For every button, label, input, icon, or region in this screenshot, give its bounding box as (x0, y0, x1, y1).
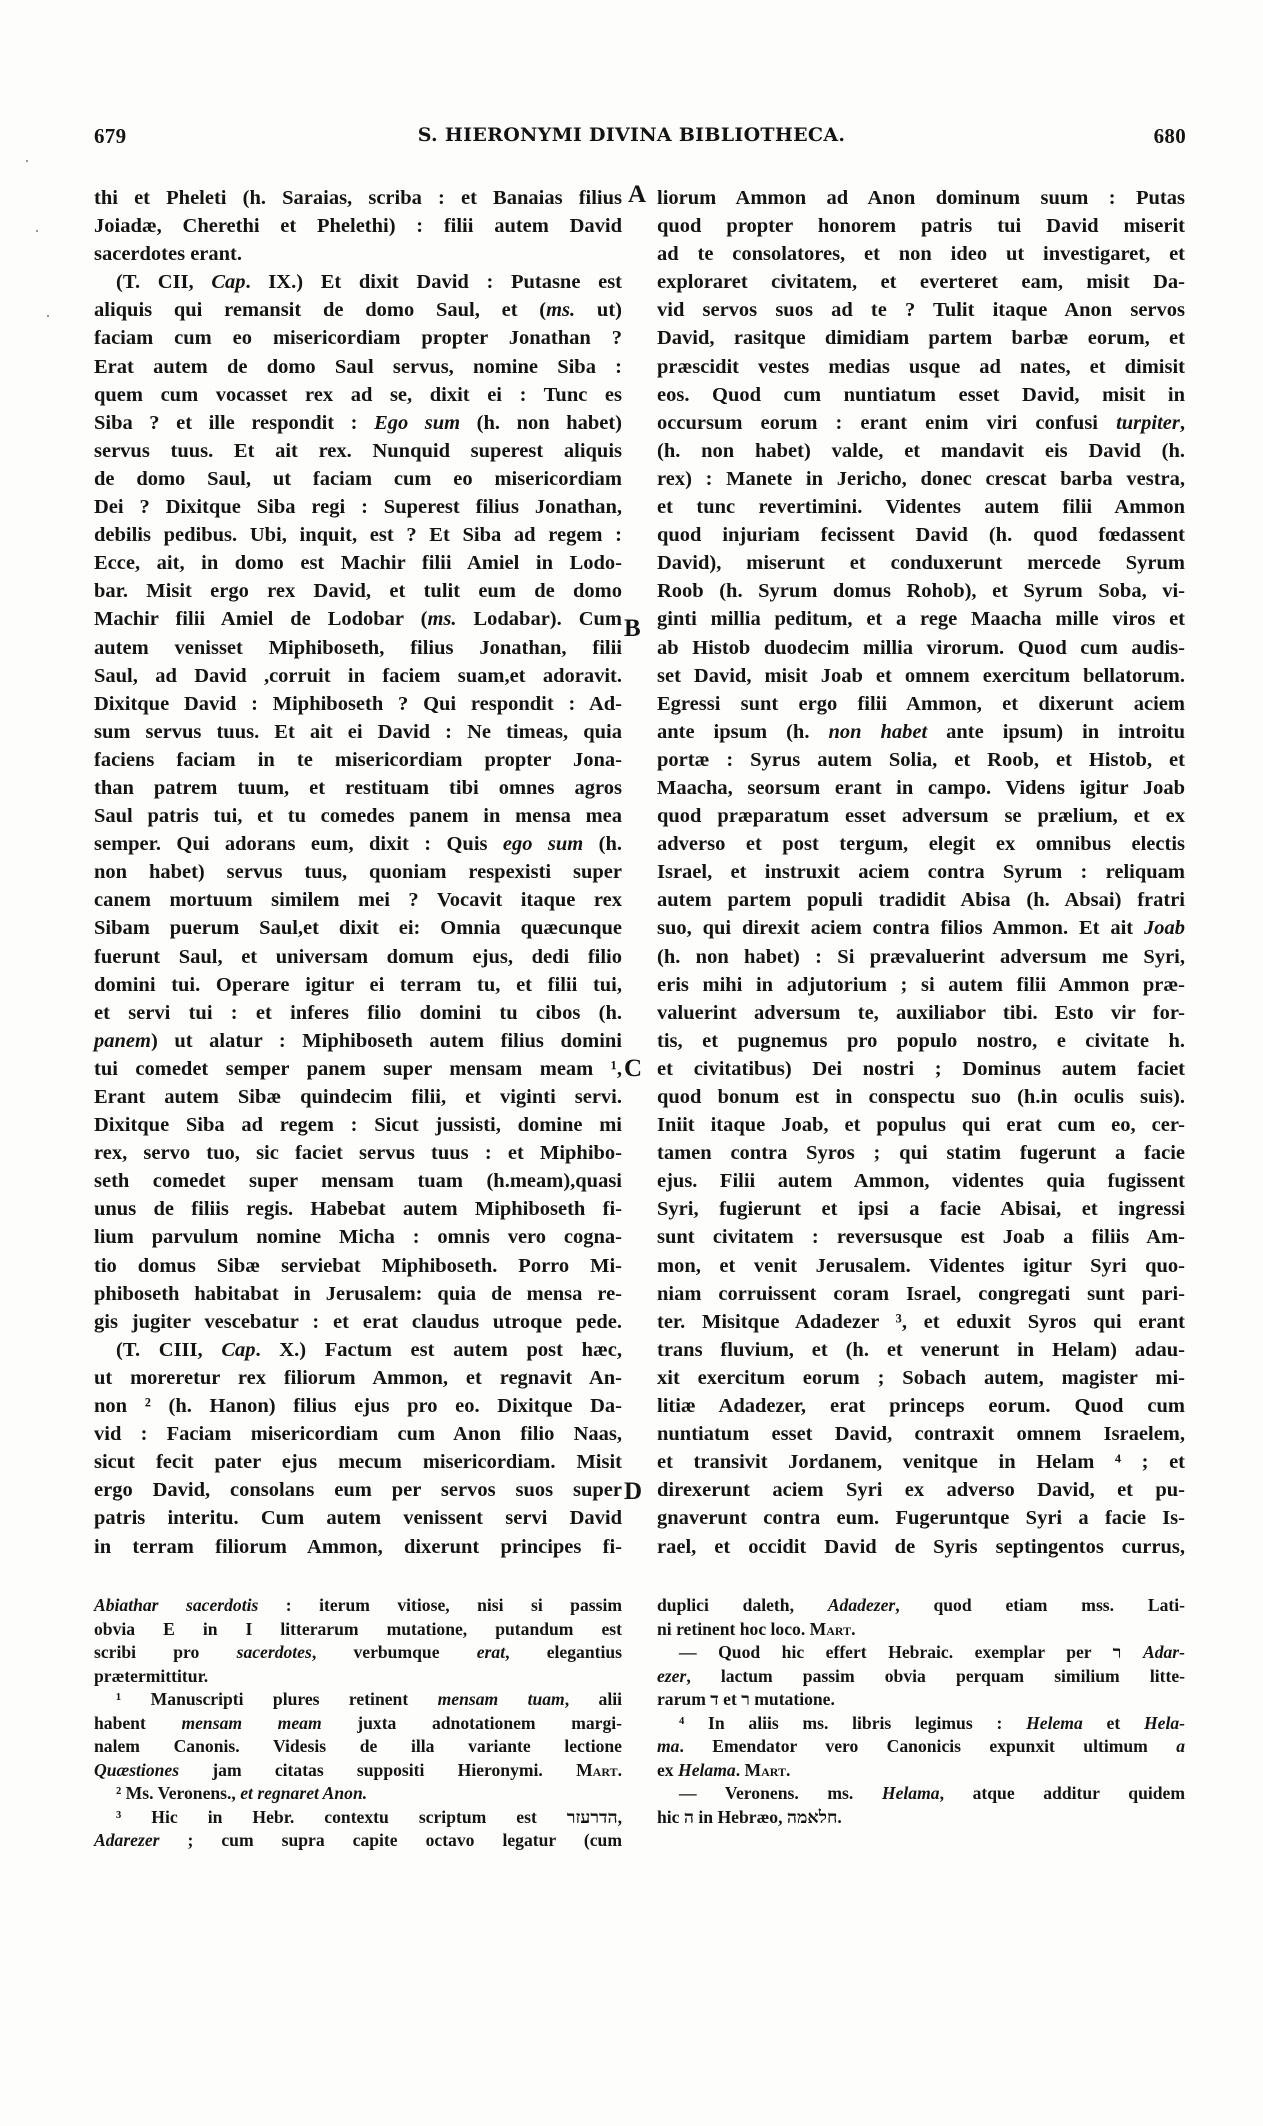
text-line (94, 1806, 622, 1830)
text-span: mon, et venit Jerusalem. Videntes igitur Syri quo- (657, 1254, 1185, 1277)
text-line (657, 858, 1185, 886)
text-line (94, 971, 622, 999)
footnotes-right (657, 1594, 1185, 1829)
text-line (94, 1594, 622, 1618)
text-span: Ecce, ait, in domo est Machir filii Amiel in Lodo- (94, 552, 622, 575)
text-span: , (1179, 411, 1185, 434)
text-span: bar. Misit ergo rex David, et tulit eum de domo (94, 580, 622, 603)
italic-text: ms. (427, 608, 457, 631)
margin-marker-c: C (624, 1055, 643, 1082)
text-span: habent (94, 1712, 182, 1733)
text-span: . (735, 1759, 745, 1780)
text-span: litiæ Adadezer, erat princeps eorum. Quod cum (657, 1395, 1185, 1418)
text-span: (T. CIII, (116, 1338, 222, 1361)
margin-marker-d: D (624, 1478, 643, 1505)
italic-text: Cap (221, 1338, 256, 1361)
text-span: scribi pro (94, 1642, 237, 1662)
text-span: liorum Ammon ad Anon dominum suum : Putas (657, 187, 1185, 209)
text-span: ter. Misitque Adadezer ³, et eduxit Syros qui erant (657, 1310, 1185, 1333)
text-span: aliquis qui remansit de domo Saul, et ( (94, 299, 547, 322)
text-line (94, 1782, 622, 1806)
text-line (94, 268, 622, 296)
text-span: tis, et pugnemus pro populo nostro, e civitate h. (657, 1029, 1185, 1052)
text-span: Iniit itaque Joab, et populus qui erat cum eo, cer- (657, 1114, 1185, 1137)
text-line (657, 914, 1185, 942)
text-line (657, 1759, 1185, 1783)
text-line (657, 465, 1185, 493)
text-span: et servi tui : et inferes filio domini tu cibos (h. (94, 1001, 622, 1024)
text-span: Saul, ad David ,corruit in faciem suam,et adoravit. (94, 664, 622, 687)
text-line (94, 1712, 622, 1736)
text-span: et civitatibus) Dei nostri ; Dominus autem faciet (657, 1057, 1185, 1080)
text-line (657, 577, 1185, 605)
text-span: sunt civitatem : reversusque est Joab a filiis Am- (657, 1226, 1185, 1249)
italic-text: ms. (546, 299, 576, 322)
text-line (657, 1420, 1185, 1448)
text-span: sum servus tuus. Et ait ei David : Ne timeas, quia (94, 720, 622, 743)
text-span: adverso et post tergum, elegit ex omnibus electis (657, 833, 1185, 856)
text-span: ; cum supra capite octavo legatur (cum (159, 1830, 622, 1850)
text-line (657, 1618, 1185, 1642)
text-span: xit exercitum eorum ; Sobach autem, magister mi- (657, 1366, 1185, 1389)
text-span: (T. CII, (116, 271, 212, 294)
text-line (657, 690, 1185, 718)
text-span: eris mihi in adjutorium ; si autem filii Ammon præ- (657, 973, 1185, 996)
text-span: Syri, fugierunt et ipsi a facie Abisai, et ingressi (657, 1198, 1185, 1221)
text-line (657, 1533, 1185, 1561)
text-span: (h. non habet) valde, et mandavit eis David (h. (657, 439, 1185, 462)
text-line (94, 493, 622, 521)
text-span: gis jugiter vescebatur : et erat claudus utroque pede. (94, 1310, 622, 1333)
text-span: Erat autem de domo Saul servus, nomine Siba : (94, 355, 622, 378)
text-span: nuntiatum esset David, contraxit omnem Israelem, (657, 1423, 1185, 1446)
text-line (94, 1688, 622, 1712)
text-line (657, 409, 1185, 437)
text-line (94, 381, 622, 409)
italic-text: et regnaret Anon. (240, 1783, 368, 1803)
text-span: tio domus Sibæ serviebat Miphiboseth. Porro Mi- (94, 1254, 622, 1277)
text-line (94, 521, 622, 549)
text-line (94, 1139, 622, 1167)
text-span: seth comedet super mensam tuam (h.meam),quasi (94, 1170, 622, 1193)
text-line (94, 1195, 622, 1223)
text-span: — Veronens. ms. (679, 1783, 882, 1803)
text-span: phiboseth habitabat in Jerusalem: quia de mensa re- (94, 1282, 622, 1305)
text-span: ante ipsum (h. (657, 720, 829, 743)
running-title: S. HIERONYMI DIVINA BIBLIOTHECA. (417, 124, 846, 146)
italic-text: Ego sum (374, 411, 461, 434)
italic-text: turpiter (1116, 411, 1180, 434)
text-span: ejus. Filii autem Ammon, videntes quia fugissent (657, 1170, 1185, 1193)
text-line (94, 1759, 622, 1783)
page-number-left: 679 (94, 124, 127, 148)
text-span: eos. Quod cum nuntiatum esset David, misit in (657, 383, 1185, 406)
text-span: : iterum vitiose, nisi si passim (258, 1595, 622, 1615)
left-text-column (94, 184, 622, 1561)
text-line (657, 1665, 1185, 1689)
text-line (657, 324, 1185, 352)
text-span: tamen contra Syros ; qui statim fugerunt a facie (657, 1142, 1185, 1165)
text-span: Dixitque David : Miphiboseth ? Qui respondit : Ad- (94, 692, 622, 715)
text-line (94, 746, 622, 774)
text-line (657, 802, 1185, 830)
text-line (657, 549, 1185, 577)
text-line (657, 1735, 1185, 1759)
italic-text: non habet (828, 720, 928, 743)
text-span: non ² (h. Hanon) filius ejus pro eo. Dixitque Da- (94, 1395, 622, 1418)
text-line (94, 1392, 622, 1420)
text-span: , elegantius (505, 1642, 622, 1662)
text-line (657, 662, 1185, 690)
text-span: vid : Faciam misericordiam cum Anon filio Naas, (94, 1423, 622, 1446)
text-line (94, 1533, 622, 1561)
text-line (657, 1055, 1185, 1083)
text-line (94, 914, 622, 942)
text-span: ante ipsum) in introitu (927, 720, 1185, 743)
text-line (657, 212, 1185, 240)
text-line (657, 1139, 1185, 1167)
text-line (657, 1111, 1185, 1139)
text-span: portæ : Syrus autem Solia, et Roob, et Histob, et (657, 748, 1185, 771)
text-line (94, 1641, 622, 1665)
italic-text: Hela- (1143, 1712, 1185, 1733)
small-caps-text: Mart. (809, 1618, 856, 1639)
text-span: faciam cum eo misericordiam propter Jonathan ? (94, 327, 622, 350)
text-line (94, 549, 622, 577)
text-line (657, 437, 1185, 465)
text-span: ad te consolatores, et non ideo ut investigaret, et (657, 243, 1185, 266)
text-span: quod bonum est in conspectu suo (h.in oculis suis). (657, 1086, 1185, 1108)
text-line (94, 718, 622, 746)
text-span: thi et Pheleti (h. Saraias, scriba : et Banaias filius (94, 187, 622, 209)
text-span: ² Ms. Veronens., (116, 1783, 241, 1803)
italic-text: ma (657, 1736, 680, 1756)
text-span: hic ה in Hebræo, חלאמה. (657, 1806, 842, 1827)
text-span: in terram filiorum Ammon, dixerunt principes fi- (94, 1535, 622, 1558)
italic-text: Helema (1026, 1712, 1083, 1733)
text-line (657, 1476, 1185, 1504)
italic-text: erat (476, 1642, 506, 1662)
text-span: ut moreretur rex filiorum Ammon, et regnavit An- (94, 1366, 622, 1389)
text-line (94, 1618, 622, 1642)
text-line (657, 1027, 1185, 1055)
text-span: quod præparatum esset adversum se prælium, et ex (657, 805, 1185, 828)
italic-text: Helama (678, 1759, 736, 1780)
text-line (657, 1504, 1185, 1532)
text-span: rael, et occidit David de Syris septingentos currus, (657, 1535, 1185, 1558)
text-line (657, 1712, 1185, 1736)
italic-text: ezer (657, 1665, 687, 1686)
scan-speck (47, 315, 49, 317)
italic-text: Adarezer (94, 1830, 160, 1850)
scan-speck (26, 160, 28, 162)
text-span: fuerunt Saul, et universam domum ejus, dedi filio (94, 945, 622, 968)
text-line (94, 465, 622, 493)
text-span: suo, qui direxit aciem contra filios Ammon. Et ait (657, 917, 1144, 940)
text-line (657, 605, 1185, 633)
italic-text: Cap (211, 271, 246, 294)
text-line (94, 353, 622, 381)
italic-text: mensam meam (181, 1712, 322, 1733)
text-line (94, 1336, 622, 1364)
text-span: Israel, et instruxit aciem contra Syrum : reliquam (657, 861, 1185, 884)
text-span: ni retinent hoc loco. (657, 1618, 810, 1639)
text-line (657, 1223, 1185, 1251)
text-span: ex (657, 1759, 679, 1780)
text-line (94, 830, 622, 858)
text-line (94, 1504, 622, 1532)
text-span: de domo Saul, ut faciam cum eo misericordiam (94, 467, 622, 490)
text-line (94, 943, 622, 971)
text-line (94, 634, 622, 662)
text-span: vid servos suos ad te ? Tulit itaque Anon servos (657, 299, 1185, 322)
text-line (657, 493, 1185, 521)
text-span: quod propter honorem patris tui David miserit (657, 215, 1185, 238)
text-span: , lactum passim obvia perquam similium litte- (686, 1665, 1185, 1686)
text-span: sicut fecit pater ejus mecum misericordiam. Misit (94, 1451, 622, 1474)
text-span: David), miserunt et conduxerunt mercede Syrum (657, 552, 1185, 575)
text-line (657, 296, 1185, 324)
text-span: ) ut alatur : Miphiboseth autem filius domini (150, 1029, 622, 1052)
text-span: , verbumque (311, 1642, 477, 1662)
text-span: servus tuus. Et ait rex. Nunquid superest aliquis (94, 439, 622, 462)
text-span: quod injuriam fecissent David (h. quod fœdassent (657, 524, 1185, 547)
text-line (94, 1223, 622, 1251)
text-span: duplici daleth, (657, 1595, 828, 1615)
page-number-right: 680 (1153, 124, 1186, 148)
text-line (657, 240, 1185, 268)
text-span: (h. (583, 833, 622, 856)
text-span: Sibam puerum Saul,et dixit ei: Omnia quæcunque (94, 917, 622, 940)
italic-text: Quæstiones (94, 1759, 180, 1780)
text-line (657, 999, 1185, 1027)
text-span: rex) : Manete in Jericho, donec crescat barba vestra, (657, 467, 1185, 490)
text-line (657, 1364, 1185, 1392)
text-line (657, 1336, 1185, 1364)
text-line (657, 634, 1185, 662)
text-line (94, 324, 622, 352)
text-line (657, 943, 1185, 971)
text-span: et tunc revertimini. Videntes autem filii Ammon (657, 496, 1185, 519)
text-span: præscidit vestes medias usque ad nates, et dimisit (657, 355, 1185, 378)
small-caps-text: Mart. (744, 1759, 791, 1780)
text-line (94, 240, 622, 268)
text-line (94, 1665, 622, 1689)
text-span: nalem Canonis. Videsis de illa variante lectione (94, 1736, 622, 1756)
text-span: David, rasitque dimidiam partem barbæ eorum, et (657, 327, 1185, 350)
text-span: Dei ? Dixitque Siba regi : Superest filius Jonathan, (94, 496, 622, 519)
margin-marker-a: A (628, 181, 647, 208)
text-span: direxerunt aciem Syri ex adverso David, et pu- (657, 1479, 1185, 1502)
text-span: quem cum vocasset rex ad se, dixit ei : Tunc es (94, 383, 622, 406)
text-span: valuerint adversum te, auxiliabor tibi. Esto vir for- (657, 1001, 1185, 1024)
text-span: . X.) Factum est autem post hæc, (255, 1338, 623, 1361)
text-span: debilis pedibus. Ubi, inquit, est ? Et Siba ad regem : (94, 524, 622, 547)
text-span: ab Histob duodecim millia virorum. Quod cum audis- (657, 636, 1185, 659)
text-span: rarum ד et ר mutatione. (657, 1689, 835, 1709)
text-span: Roob (h. Syrum domus Rohob), et Syrum Soba, vi- (657, 580, 1185, 603)
italic-text: Helama (881, 1783, 940, 1803)
text-span: niam corruissent coram Israel, congregati sunt pari- (657, 1282, 1185, 1305)
text-span: obvia E in I litterarum mutatione, putandum est (94, 1618, 622, 1639)
text-span: set David, misit Joab et omnem exercitum bellatorum. (657, 664, 1185, 687)
text-line (657, 1688, 1185, 1712)
text-line (657, 830, 1185, 858)
text-line (94, 437, 622, 465)
right-text-column (657, 184, 1185, 1561)
text-line (657, 1641, 1185, 1665)
text-span: ut) (575, 299, 622, 322)
text-line (94, 802, 622, 830)
footnotes-left (94, 1594, 622, 1853)
italic-text: Adadezer (827, 1595, 896, 1615)
text-line (657, 971, 1185, 999)
text-span: (h. non habet) : Si prævaluerint adversum me Syri, (657, 945, 1185, 968)
text-span: Joiadæ, Cherethi et Phelethi) : filii autem David (94, 215, 622, 238)
text-span: Dixitque Siba ad regem : Sicut jussisti, domine mi (94, 1114, 622, 1137)
text-line (94, 774, 622, 802)
text-line (94, 1280, 622, 1308)
text-line (94, 1735, 622, 1759)
text-line (94, 858, 622, 886)
text-span: . IX.) Et dixit David : Putasne est (245, 271, 622, 294)
text-span: canem mortuum similem mei ? Vocavit itaque rex (94, 889, 622, 912)
text-span: , quod etiam mss. Lati- (895, 1595, 1185, 1615)
italic-text: Adar- (1142, 1642, 1185, 1662)
text-span: trans fluvium, et (h. et venerunt in Helam) adau- (657, 1338, 1185, 1361)
text-span: gnaverunt contra eum. Fugeruntque Syri a facie Is- (657, 1507, 1185, 1530)
text-span: ³ Hic in Hebr. contextu scriptum est הדרעזר, (116, 1806, 622, 1827)
text-line (657, 1308, 1185, 1336)
text-line (94, 296, 622, 324)
text-span: ginti millia peditum, et a rege Maacha mille viros et (657, 608, 1185, 631)
italic-text: Abiathar sacerdotis (94, 1595, 259, 1615)
text-span: than patrem tuum, et restituam tibi omnes agros (94, 776, 622, 799)
text-span: domini tui. Operare igitur ei terram tu, et filii tui, (94, 973, 622, 996)
text-span: occursum eorum : erant enim viri confusi (657, 411, 1117, 434)
text-span: exploraret civitatem, et everteret eam, misit Da- (657, 271, 1185, 294)
text-line (657, 1280, 1185, 1308)
text-line (94, 409, 622, 437)
text-line (657, 1594, 1185, 1618)
text-span: rex, servo tuo, sic faciet servus tuus : et Miphibo- (94, 1142, 622, 1165)
text-span: non habet) servus tuus, quoniam respexisti super (94, 861, 622, 884)
text-span: ⁴ In aliis ms. libris legimus : (679, 1712, 1027, 1733)
text-line (657, 268, 1185, 296)
text-line (94, 1027, 622, 1055)
text-span: faciens faciam in te misericordiam propter Jona- (94, 748, 622, 771)
text-line (657, 1392, 1185, 1420)
text-span: ergo David, consolans eum per servos suos super (94, 1479, 622, 1502)
text-line (94, 1083, 622, 1111)
scan-speck (36, 230, 38, 232)
text-span: , atque additur quidem (939, 1783, 1185, 1803)
text-span: Saul patris tui, et tu comedes panem in mensa mea (94, 805, 622, 828)
text-line (94, 662, 622, 690)
small-caps-text: Mart. (576, 1759, 622, 1780)
text-span: sacerdotes erant. (94, 243, 243, 266)
text-span: et (1082, 1712, 1144, 1733)
text-line (94, 1364, 622, 1392)
text-line (657, 1083, 1185, 1111)
text-line (94, 1476, 622, 1504)
text-line (94, 1252, 622, 1280)
text-line (94, 1420, 622, 1448)
text-line (657, 1782, 1185, 1806)
text-span: autem partem populi tradidit Abisa (h. Absai) fratri (657, 889, 1185, 912)
text-line (94, 1167, 622, 1195)
text-line (657, 718, 1185, 746)
text-line (94, 605, 622, 633)
italic-text: a (1176, 1736, 1185, 1756)
text-line (657, 1252, 1185, 1280)
text-line (94, 1448, 622, 1476)
italic-text: panem (94, 1029, 151, 1052)
text-span: patris interitu. Cum autem venissent servi David (94, 1507, 622, 1530)
text-line (94, 690, 622, 718)
text-line (94, 1111, 622, 1139)
text-line (657, 521, 1185, 549)
text-span: Egressi sunt ergo filii Ammon, et dixerunt aciem (657, 692, 1185, 715)
text-span: prætermittitur. (94, 1665, 209, 1686)
text-line (657, 746, 1185, 774)
text-span: autem venisset Miphiboseth, filius Jonathan, filii (94, 636, 622, 659)
text-line (94, 577, 622, 605)
text-span: et transivit Jordanem, venitque in Helam ⁴ ; et (657, 1451, 1185, 1474)
text-line (657, 1806, 1185, 1830)
text-line (94, 999, 622, 1027)
text-line (657, 886, 1185, 914)
text-span: unus de filiis regis. Habebat autem Miphiboseth fi- (94, 1198, 622, 1221)
text-span: Siba ? et ille respondit : (94, 411, 375, 434)
italic-text: sacerdotes (236, 1642, 312, 1662)
text-line (94, 1829, 622, 1853)
text-span: . Emendator vero Canonicis expunxit ultimum (679, 1736, 1177, 1756)
margin-marker-b: B (624, 615, 641, 642)
text-line (657, 1195, 1185, 1223)
text-line (94, 1308, 622, 1336)
text-line (657, 1167, 1185, 1195)
italic-text: ego sum (502, 833, 584, 856)
text-line (657, 1448, 1185, 1476)
text-line (657, 381, 1185, 409)
text-line (657, 353, 1185, 381)
text-span: tui comedet semper panem super mensam meam ¹, (94, 1057, 622, 1080)
text-span: jam citatas suppositi Hieronymi. (179, 1759, 577, 1780)
text-line (657, 184, 1185, 212)
text-line (94, 886, 622, 914)
text-line (657, 774, 1185, 802)
text-span: , alii (564, 1689, 622, 1709)
text-span: juxta adnotationem margi- (321, 1712, 622, 1733)
text-line (94, 1055, 622, 1083)
italic-text: Joab (1144, 917, 1185, 940)
text-span: — Quod hic effert Hebraic. exemplar per ר (679, 1642, 1143, 1662)
text-span: Erant autem Sibæ quindecim filii, et viginti servi. (94, 1086, 622, 1108)
text-span: ¹ Manuscripti plures retinent (116, 1689, 438, 1709)
text-span: Lodabar). Cum (456, 608, 622, 631)
italic-text: mensam tuam (437, 1689, 565, 1709)
text-span: semper. Qui adorans eum, dixit : Quis (94, 833, 503, 856)
text-span: (h. non habet) (460, 411, 623, 434)
text-line (94, 184, 622, 212)
text-span: lium parvulum nomine Micha : omnis vero cogna- (94, 1226, 622, 1249)
text-span: Maacha, seorsum erant in campo. Videns igitur Joab (657, 776, 1185, 799)
text-span: Machir filii Amiel de Lodobar ( (94, 608, 428, 631)
text-line (94, 212, 622, 240)
